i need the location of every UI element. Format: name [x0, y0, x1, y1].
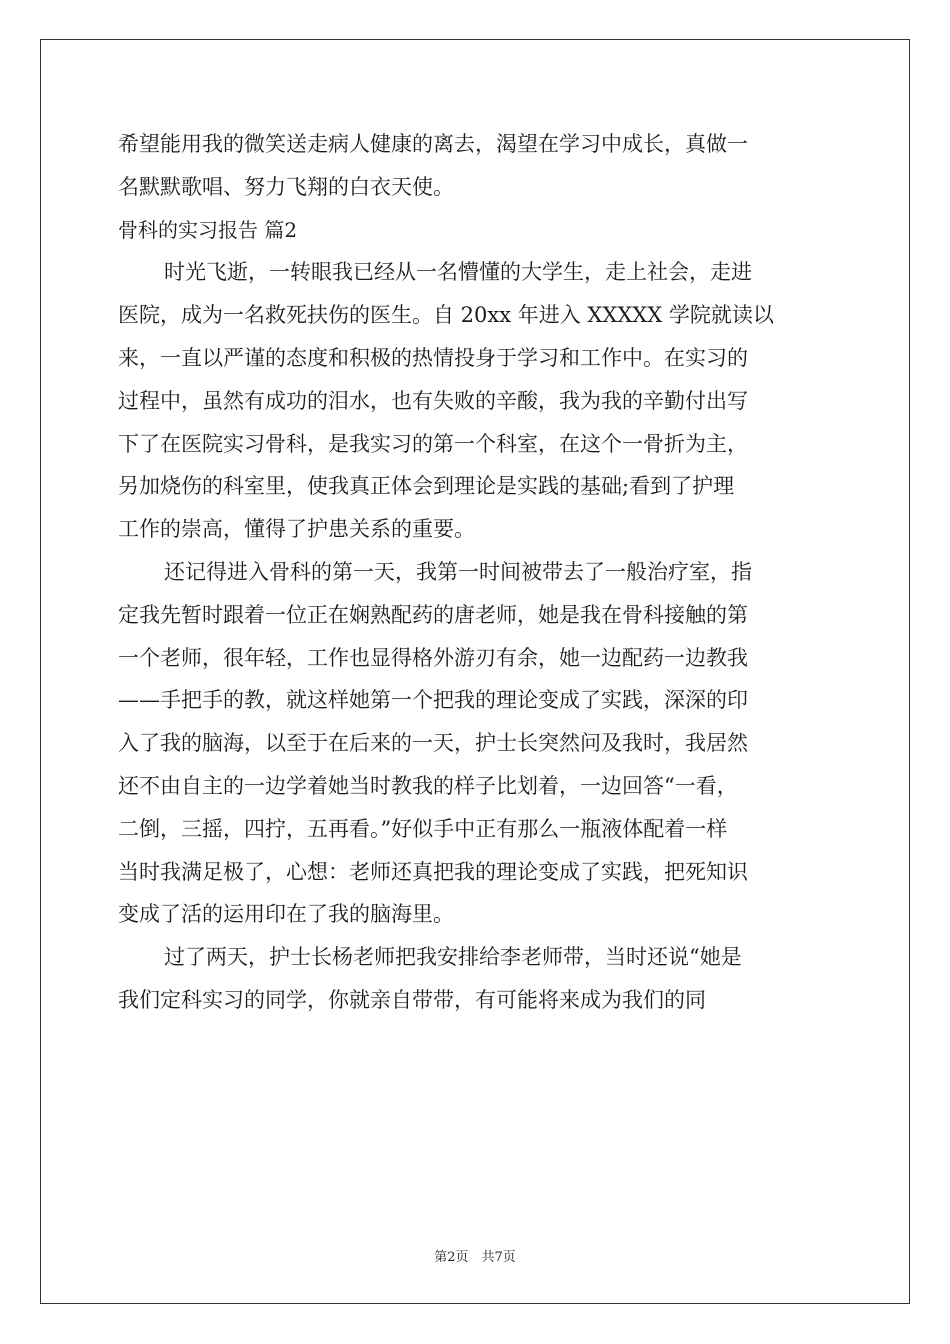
text-line: 来，一直以严谨的态度和积极的热情投身于学习和工作中。在实习的 — [118, 345, 748, 370]
text-line: 定我先暂时跟着一位正在娴熟配药的唐老师，她是我在骨科接触的第 — [118, 602, 748, 627]
text-line: 时光飞逝，一转眼我已经从一名懵懂的大学生，走上社会，走进 — [164, 260, 752, 285]
text-line: 名默默歌唱、努力飞翔的白衣天使。 — [118, 174, 454, 199]
text-line: ——手把手的教，就这样她第一个把我的理论变成了实践，深深的印 — [118, 688, 748, 713]
text-line: 一个老师，很年轻，工作也显得格外游刃有余，她一边配药一边教我 — [118, 645, 748, 670]
text-line: 医院，成为一名救死扶伤的医生。自 20xx 年进入 XXXXX 学院就读以 — [118, 303, 774, 328]
text-line: 入了我的脑海，以至于在后来的一天，护士长突然问及我时，我居然 — [118, 731, 748, 756]
text-line: 工作的崇高，懂得了护患关系的重要。 — [118, 517, 475, 542]
text-line: 另加烧伤的科室里，使我真正体会到理论是实践的基础;看到了护理 — [118, 474, 735, 499]
text-line: 还不由自主的一边学着她当时教我的样子比划着，一边回答“一看， — [118, 773, 738, 798]
text-line: 过了两天，护士长杨老师把我安排给李老师带，当时还说“她是 — [164, 945, 742, 970]
text-line: 二倒，三摇，四拧，五再看。”好似手中正有那么一瓶液体配着一样 — [118, 816, 728, 841]
text-line: 我们定科实习的同学，你就亲自带带，有可能将来成为我们的同 — [118, 987, 706, 1012]
text-line: 还记得进入骨科的第一天，我第一时间被带去了一般治疗室，指 — [164, 559, 752, 584]
page-number-footer: 第2页 共7页 — [434, 1250, 516, 1265]
text-line: 变成了活的运用印在了我的脑海里。 — [118, 902, 454, 927]
text-line: 下了在医院实习骨科，是我实习的第一个科室，在这个一骨折为主， — [118, 431, 748, 456]
document-body — [118, 123, 832, 1022]
section-heading: 骨科的实习报告 篇2 — [118, 217, 298, 242]
text-line: 希望能用我的微笑送走病人健康的离去，渴望在学习中成长，真做一 — [118, 132, 748, 156]
text-line: 当时我满足极了，心想：老师还真把我的理论变成了实践，把死知识 — [118, 859, 748, 884]
text-line: 过程中，虽然有成功的泪水，也有失败的辛酸，我为我的辛勤付出写 — [118, 388, 748, 413]
